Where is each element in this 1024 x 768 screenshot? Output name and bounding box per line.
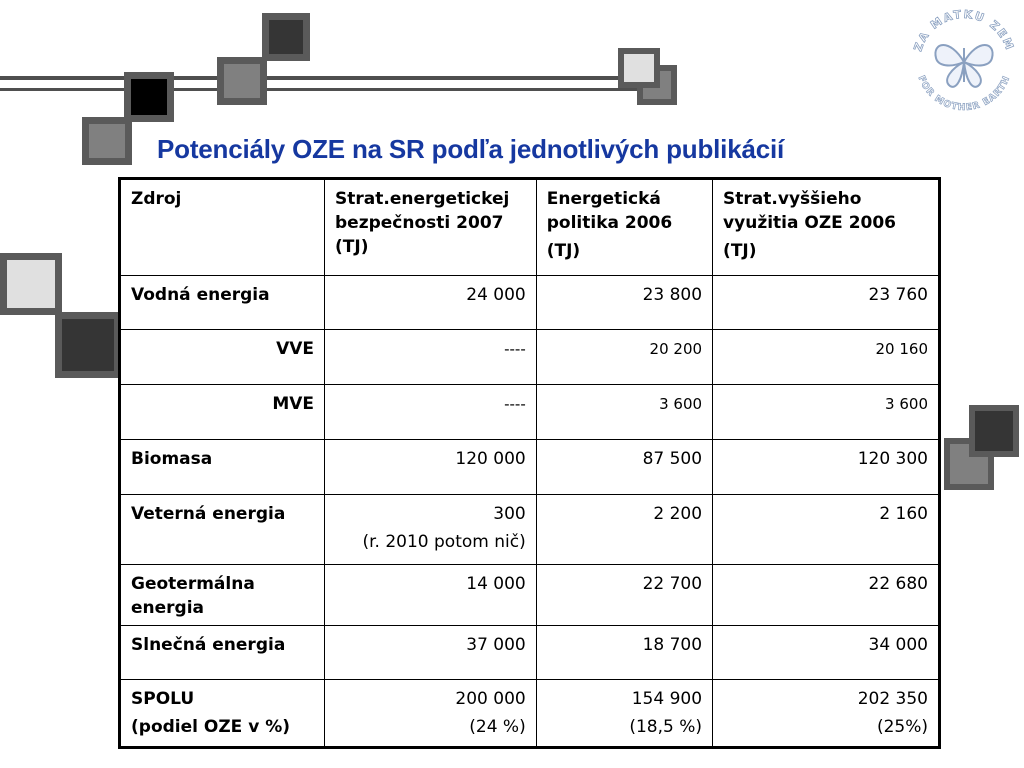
total-value: 202 350 [857,689,928,709]
oze-potential-table [118,177,941,749]
deco-square [124,72,174,122]
header-cell-source [120,179,325,276]
row-label: Geotermálna energia [131,574,255,618]
value: 2 160 [879,504,928,524]
value: 2 200 [653,504,703,524]
svg-text:ZA MATKU ZEM [911,8,1016,53]
header-unit: (TJ) [546,241,581,261]
table-row [120,626,940,680]
total-value-cell [536,680,712,748]
header-label: Strat.energetickej bezpečnosti 2007 [335,189,510,233]
total-value-cell [325,680,537,748]
value-cell [325,440,537,495]
table-row [120,440,940,495]
value: 23 760 [868,285,928,305]
value: 34 000 [868,635,928,655]
row-label: Slnečná energia [131,635,286,655]
value-cell [713,565,940,626]
table-row [120,565,940,626]
header-label: Strat.vyššieho využitia OZE 2006 [723,189,897,233]
value-note: (r. 2010 potom nič) [362,532,526,552]
value: 18 700 [642,635,703,655]
row-label: MVE [272,394,315,414]
value: 24 000 [466,285,526,305]
row-label-cell [120,330,325,385]
value: 300 [493,504,526,524]
deco-square [262,13,310,61]
header-unit: (TJ) [723,241,757,261]
value: 22 680 [868,574,928,594]
total-label-share: (podiel OZE v %) [131,717,291,737]
butterfly-globe-icon [935,45,992,87]
deco-square [969,405,1019,457]
row-label: VVE [276,339,315,359]
total-share: (24 %) [469,717,526,737]
table-row [120,330,940,385]
total-share: (25%) [876,717,928,737]
value-cell [325,276,537,330]
value-cell [713,626,940,680]
row-label-cell [120,385,325,440]
value: ---- [504,395,526,413]
row-label: Veterná energia [131,504,286,524]
value: 3 600 [885,395,928,413]
deco-square [55,312,121,378]
total-value: 200 000 [455,689,526,709]
row-label-cell [120,495,325,565]
table-row [120,385,940,440]
total-label-cell [120,680,325,748]
value: 14 000 [466,574,526,594]
value: 23 800 [642,285,703,305]
total-value: 154 900 [631,689,703,709]
row-label-cell [120,276,325,330]
value-cell [536,330,712,385]
table-total-row [120,680,940,748]
value-cell [536,495,712,565]
value-cell [536,276,712,330]
total-value-cell [713,680,940,748]
value: 37 000 [466,635,526,655]
row-label-cell [120,565,325,626]
value-cell [325,565,537,626]
total-label: SPOLU [131,689,195,709]
row-label: Biomasa [131,449,213,469]
value-cell [713,385,940,440]
value-cell [713,276,940,330]
value-cell [536,385,712,440]
header-cell-oze-strategy-2006 [713,179,940,276]
value-cell [325,385,537,440]
logo-text-bottom: FOR MOTHER EARTH [915,74,1013,114]
logo-text-top: ZA MATKU ZEM [911,7,1017,54]
table-row [120,276,940,330]
table-row [120,495,940,565]
value: 20 200 [649,340,703,358]
value-cell [325,626,537,680]
row-label-cell [120,440,325,495]
header-cell-policy-2006 [536,179,712,276]
header-label: Zdroj [131,189,182,209]
value: 120 000 [455,449,526,469]
value-cell [713,440,940,495]
deco-square [618,48,660,88]
slide-title: Potenciály OZE na SR podľa jednotlivých publikácií [157,134,785,164]
header-label: Energetická politika 2006 [546,189,673,233]
value-cell [536,626,712,680]
deco-square [82,117,132,165]
row-label: Vodná energia [131,285,270,305]
deco-square [217,57,267,105]
value-cell [713,330,940,385]
header-cell-strategy-2007 [325,179,537,276]
za-matku-zem-logo [906,4,1022,120]
value-cell [325,495,537,565]
table-header-row [120,179,940,276]
value-cell [536,565,712,626]
value-cell [325,330,537,385]
value-cell [713,495,940,565]
value: 3 600 [659,395,703,413]
value: 20 160 [875,340,928,358]
value: 120 300 [857,449,928,469]
total-share: (18,5 %) [629,717,703,737]
row-label-cell [120,626,325,680]
value: ---- [504,340,526,358]
value: 22 700 [642,574,703,594]
deco-line-top [0,76,630,80]
value-cell [536,440,712,495]
deco-line-bottom [0,88,640,91]
deco-square [0,253,62,315]
header-unit: (TJ) [335,237,369,257]
value: 87 500 [642,449,703,469]
